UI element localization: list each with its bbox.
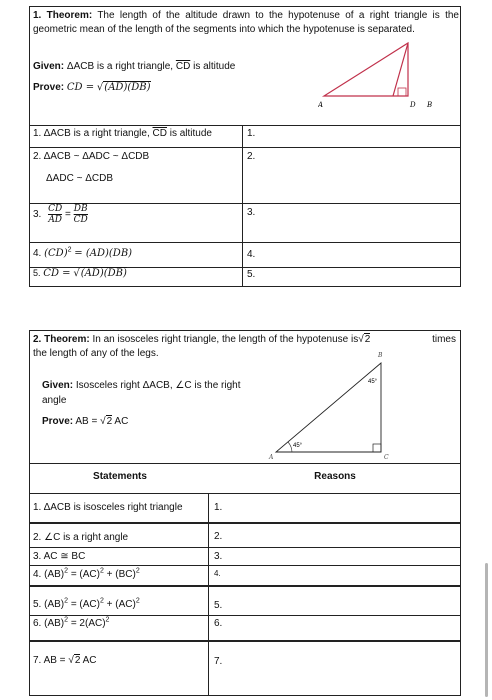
- label-a: A: [269, 454, 274, 461]
- angle-b-label: 45°: [368, 379, 378, 385]
- label-c: [405, 39, 411, 40]
- theorem-1-box: [29, 6, 461, 287]
- table-row: 2. ∠C is a right angle 2.: [30, 524, 460, 548]
- label-c: C: [384, 454, 389, 461]
- table-row: 4. (CD)$^2$ = (AD)(DB) 4.: [30, 243, 460, 268]
- reason-cell[interactable]: 5.: [214, 600, 223, 611]
- theorem-1-text: The length of the altitude drawn to the hypotenuse of a right triangle is the geometric mean of the length of the segments into which the hypotenuse is separated.: [33, 10, 459, 35]
- prove-label: Prove:: [42, 416, 74, 427]
- theorem-2-header: [30, 331, 460, 464]
- table-row: 5. CD = √(AD)(DB) 5.: [33, 268, 256, 280]
- theorem-1-header: [30, 7, 460, 126]
- angle-a-label: 45°: [293, 443, 303, 449]
- theorem-2-box: [29, 330, 461, 696]
- table-row: 3. $\frac{\overline{CD}}{AD}$ = $\frac{\overline{DB}}{CD}$ 3.: [30, 204, 460, 243]
- label-b: B: [427, 101, 433, 109]
- theorem-2-title: 2. Theorem:: [33, 334, 90, 345]
- table-row: 4. (AB)$^2$ = (AC)$^2$ + (BC)$^2$ 4.: [30, 566, 460, 587]
- isosceles-right-triangle-figure: [266, 349, 394, 461]
- table-row: 2. ΔACB ~ ΔADC ~ ΔCDB ΔADC ~ ΔCDB 2.: [30, 148, 460, 204]
- label-b: B: [378, 352, 383, 359]
- reason-cell[interactable]: 2.: [214, 531, 223, 542]
- reason-cell[interactable]: 7.: [214, 656, 223, 667]
- reason-cell[interactable]: 4.: [247, 249, 256, 260]
- theorem-1-statement: [33, 9, 459, 37]
- reason-cell[interactable]: 2.: [247, 151, 256, 162]
- table-header: [30, 463, 460, 494]
- reason-cell[interactable]: 3.: [247, 207, 256, 218]
- theorem-2-statement: 2. Theorem: In an isosceles right triangle, the length of the hypotenuse is√2 times the length of any of the legs.: [33, 334, 456, 359]
- theorem-2-given: Given: Isosceles right ΔACB, ∠C is the right angle: [42, 380, 241, 406]
- label-d: D: [410, 101, 416, 109]
- label-a: A: [318, 101, 324, 109]
- right-triangle-altitude-figure: [318, 39, 448, 111]
- reason-cell[interactable]: 6.: [214, 618, 223, 629]
- theorem-1-prove: Prove: CD = √(AD)(DB): [33, 82, 151, 93]
- reason-cell[interactable]: 4.: [214, 569, 221, 578]
- reason-cell[interactable]: 3.: [214, 551, 223, 562]
- theorem-2-prove: Prove: AB = √2 AC: [42, 416, 129, 427]
- table-row: 7. AB = √2 AC 7.: [33, 655, 223, 667]
- table-row: 3. AC ≅ BC 3.: [30, 548, 460, 566]
- given-label: Given:: [42, 380, 74, 391]
- reasons-header: Reasons: [314, 471, 356, 482]
- statements-header: Statements: [93, 471, 147, 482]
- scrollbar[interactable]: [485, 563, 488, 697]
- given-label: Given:: [33, 61, 65, 72]
- reason-cell[interactable]: 5.: [247, 269, 256, 280]
- reason-cell[interactable]: 1.: [247, 128, 256, 139]
- theorem-1-title: 1. Theorem:: [33, 10, 93, 21]
- reason-cell[interactable]: 1.: [214, 502, 223, 513]
- theorem-1-given: Given: ΔACB is a right triangle, $\overline{CD}$ is altitude: [33, 61, 236, 72]
- prove-label: Prove:: [33, 82, 65, 93]
- table-row: 1. ΔACB is a right triangle, $\overline{CD}$ is altitude 1.: [30, 125, 460, 148]
- table-row: 1. ΔACB is isosceles right triangle 1.: [30, 493, 460, 524]
- table-row: 6. (AB)$^2$ = 2(AC)$^2$ 6.: [30, 616, 460, 642]
- table-row: 5. (AB)$^2$ = (AC)$^2$ + (AC)$^2$ 5.: [30, 595, 460, 616]
